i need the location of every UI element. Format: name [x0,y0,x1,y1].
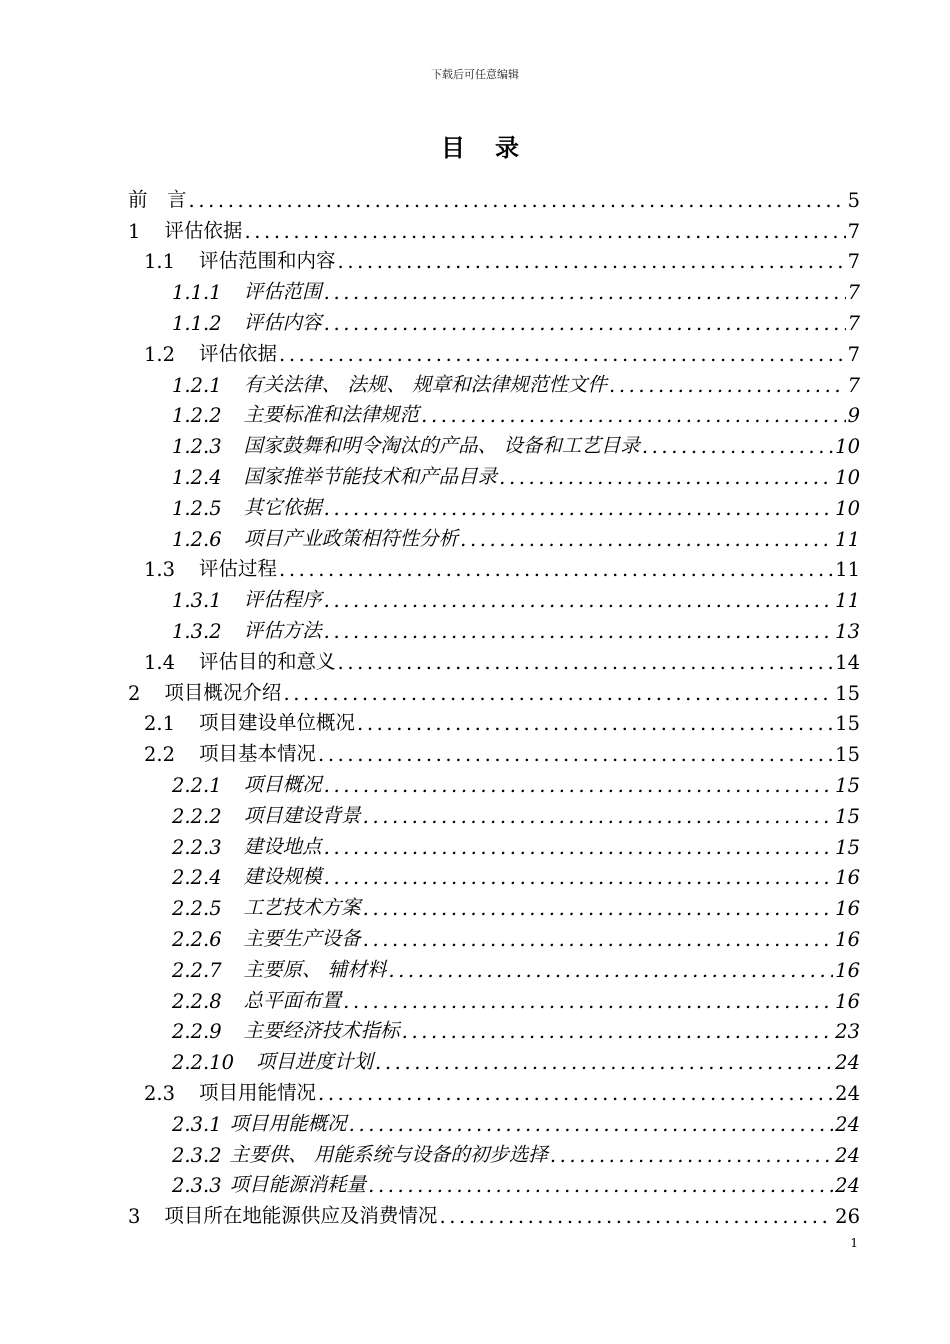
toc-entry-page: 15 [835,773,860,797]
toc-entry-page: 10 [835,435,860,459]
toc-entry-page: 16 [835,989,860,1013]
toc-entry-page: 7 [847,342,860,366]
toc-entry-number: 2.2.10 [172,1051,235,1075]
toc-entry-number: 1.2.6 [172,527,222,551]
toc-entry-label: 主要经济技术指标 [243,1019,400,1043]
toc-entry-label: 评估目的和意义 [199,649,336,673]
toc-leader-dots [363,805,834,828]
toc-entry[interactable] [128,920,860,951]
toc-leader-dots [363,897,834,920]
toc-entry[interactable] [128,212,860,243]
toc-entry-label: 评估程序 [243,588,322,612]
toc-leader-dots [324,836,834,859]
toc-leader-dots [324,312,846,335]
toc-entry-number: 3 [128,1205,141,1229]
toc-leader-dots [324,497,834,520]
toc-entry-number: 1.1.2 [172,311,222,335]
toc-entry-page: 15 [835,743,860,767]
toc-entry-page: 24 [835,1174,860,1198]
toc-leader-dots [357,712,833,735]
toc-entry-page: 26 [835,1205,860,1229]
toc-leader-dots [402,1020,834,1043]
toc-entry[interactable] [128,1105,860,1136]
toc-entry[interactable] [128,982,860,1013]
toc-leader-dots [550,1144,833,1167]
toc-entry-label: 评估过程 [199,557,278,581]
toc-entry[interactable] [128,643,860,674]
toc-leader-dots [318,743,833,766]
toc-entry-label: 建设规模 [243,865,322,889]
toc-leader-dots [609,374,846,397]
toc-leader-dots [318,1082,833,1105]
toc-leader-dots [388,959,833,982]
toc-entry-page: 13 [835,619,860,643]
toc-entry[interactable] [128,951,860,982]
toc-entry-label: 国家推举节能技术和产品目录 [243,464,498,488]
toc-entry[interactable] [128,674,860,705]
toc-entry-page: 16 [835,866,860,890]
toc-entry-label: 项目能源消耗量 [229,1173,367,1197]
toc-entry-page: 14 [835,650,860,674]
toc-entry-label: 国家鼓舞和明令淘汰的产品、 设备和工艺目录 [243,434,640,458]
toc-entry-number: 2.2.9 [172,1020,222,1044]
toc-entry-number: 2.3 [144,1081,176,1105]
toc-entry-number: 1.1.1 [172,281,222,305]
toc-entry-page: 15 [835,712,860,736]
toc-entry-page: 11 [835,589,860,613]
toc-leader-dots [324,589,834,612]
toc-entry[interactable] [128,551,860,582]
toc-entry-number: 1.1 [144,250,176,274]
toc-entry-label: 评估内容 [243,310,322,334]
toc-entry-number: 2.2.7 [172,958,222,982]
toc-entry-page: 16 [835,897,860,921]
toc-entry-page: 16 [835,927,860,951]
toc-entry-number: 1 [128,219,141,243]
toc-entry[interactable] [128,735,860,766]
toc-entry[interactable] [128,859,860,890]
toc-entry-label: 建设地点 [243,834,322,858]
toc-leader-dots [642,435,833,458]
toc-entry-page: 7 [847,250,860,274]
toc-leader-dots [324,620,834,643]
toc-entry-page: 24 [835,1051,860,1075]
toc-entry[interactable] [128,581,860,612]
toc-entry-number: 1.3.1 [172,589,222,613]
toc-entry-label: 其它依据 [243,495,322,519]
toc-entry-label: 前 言 [128,187,187,211]
toc-entry-label: 评估范围 [243,280,322,304]
toc-entry-page: 10 [835,496,860,520]
toc-entry-number: 2.2 [144,743,176,767]
toc-leader-dots [421,404,845,427]
toc-entry[interactable] [128,1043,860,1074]
page-title: 目录 [441,133,549,162]
toc-entry[interactable] [128,1167,860,1198]
toc-leader-dots [363,928,834,951]
toc-entry[interactable] [128,1013,860,1044]
toc-entry[interactable] [128,1197,860,1228]
toc-leader-dots [349,1113,834,1136]
page-header-note: 下载后可任意编辑 [431,68,519,81]
toc-entry-page: 15 [835,804,860,828]
toc-leader-dots [338,651,834,674]
toc-leader-dots [189,189,846,212]
toc-entry-page: 7 [847,281,860,305]
toc-entry-number: 2.3.2 [172,1143,222,1167]
toc-entry-page: 11 [835,558,860,582]
toc-entry[interactable] [128,181,860,212]
toc-entry-number: 1.2.4 [172,465,222,489]
toc-entry-number: 1.3 [144,558,176,582]
toc-entry[interactable] [128,427,860,458]
toc-entry-number: 2.2.6 [172,927,222,951]
toc-entry-number: 2 [128,681,141,705]
toc-entry-page: 7 [847,219,860,243]
toc-entry-page: 24 [835,1081,860,1105]
toc-leader-dots [368,1174,833,1197]
toc-leader-dots [338,250,846,273]
toc-entry-label: 评估方法 [243,618,322,642]
toc-leader-dots [460,528,833,551]
toc-leader-dots [439,1205,833,1228]
toc-entry-number: 2.2.2 [172,804,222,828]
toc-entry-number: 2.2.8 [172,989,222,1013]
toc-entry-page: 7 [847,311,860,335]
toc-entry-page: 24 [835,1143,860,1167]
toc-entry[interactable] [128,273,860,304]
toc-entry-number: 2.2.4 [172,866,222,890]
toc-entry[interactable] [128,397,860,428]
toc-entry[interactable] [128,243,860,274]
toc-entry-label: 项目用能概况 [229,1111,347,1135]
toc-entry-label: 主要生产设备 [243,926,361,950]
table-of-contents [128,181,860,1228]
toc-entry-number: 2.3.3 [172,1174,222,1198]
toc-entry-number: 2.2.1 [172,773,222,797]
toc-entry[interactable] [128,766,860,797]
toc-entry[interactable] [128,612,860,643]
toc-entry-page: 11 [835,527,860,551]
toc-leader-dots [343,990,833,1013]
toc-entry-number: 1.2.3 [172,435,222,459]
toc-entry[interactable] [128,458,860,489]
toc-leader-dots [244,220,845,243]
toc-entry-number: 2.3.1 [172,1112,222,1136]
toc-entry-page: 15 [835,681,860,705]
toc-entry[interactable] [128,1074,860,1105]
toc-entry-label: 主要供、 用能系统与设备的初步选择 [229,1142,548,1166]
toc-entry-label: 总平面布置 [243,988,342,1012]
toc-entry-number: 1.3.2 [172,619,222,643]
toc-leader-dots [279,558,833,581]
toc-entry-label: 评估依据 [164,218,243,242]
toc-entry[interactable] [128,366,860,397]
toc-entry-label: 项目概况介绍 [164,680,282,704]
toc-entry-label: 工艺技术方案 [243,896,361,920]
toc-entry[interactable] [128,489,860,520]
toc-entry-number: 1.2.5 [172,496,222,520]
toc-entry-page: 10 [835,465,860,489]
toc-entry-label: 评估范围和内容 [199,249,336,273]
toc-entry[interactable] [128,335,860,366]
toc-entry-page: 15 [835,835,860,859]
toc-entry-label: 项目建设单位概况 [199,711,356,735]
toc-entry-label: 主要原、 辅材料 [243,957,387,981]
toc-entry-label: 项目用能情况 [199,1080,317,1104]
toc-entry-page: 23 [835,1020,860,1044]
toc-entry-label: 有关法律、 法规、 规章和法律规范性文件 [243,372,608,396]
toc-entry-number: 1.2.1 [172,373,222,397]
toc-entry[interactable] [128,705,860,736]
toc-entry[interactable] [128,889,860,920]
toc-leader-dots [283,682,833,705]
toc-leader-dots [375,1051,833,1074]
toc-entry-label: 项目基本情况 [199,742,317,766]
toc-entry[interactable] [128,520,860,551]
toc-entry-number: 2.1 [144,712,176,736]
toc-entry-page: 24 [835,1112,860,1136]
toc-entry[interactable] [128,304,860,335]
toc-entry-page: 9 [847,404,860,428]
toc-entry-page: 7 [847,373,860,397]
toc-entry-label: 项目所在地能源供应及消费情况 [164,1204,438,1228]
toc-entry-label: 主要标准和法律规范 [243,403,420,427]
toc-entry-label: 项目建设背景 [243,803,361,827]
toc-entry-number: 2.2.3 [172,835,222,859]
toc-entry-label: 项目概况 [243,772,322,796]
toc-entry-label: 评估依据 [199,341,278,365]
toc-entry[interactable] [128,797,860,828]
toc-entry-label: 项目产业政策相符性分析 [243,526,459,550]
toc-entry-page: 5 [847,188,860,212]
toc-entry-number: 1.2.2 [172,404,222,428]
toc-leader-dots [499,466,833,489]
toc-entry[interactable] [128,828,860,859]
toc-entry-number: 2.2.5 [172,897,222,921]
toc-entry-number: 1.4 [144,650,176,674]
toc-leader-dots [324,281,846,304]
toc-leader-dots [324,774,834,797]
toc-entry-page: 16 [835,958,860,982]
toc-leader-dots [324,866,834,889]
toc-entry-label: 项目进度计划 [256,1050,374,1074]
toc-leader-dots [279,343,846,366]
toc-entry-number: 1.2 [144,342,176,366]
toc-entry[interactable] [128,1136,860,1167]
page-number: 1 [850,1236,858,1250]
